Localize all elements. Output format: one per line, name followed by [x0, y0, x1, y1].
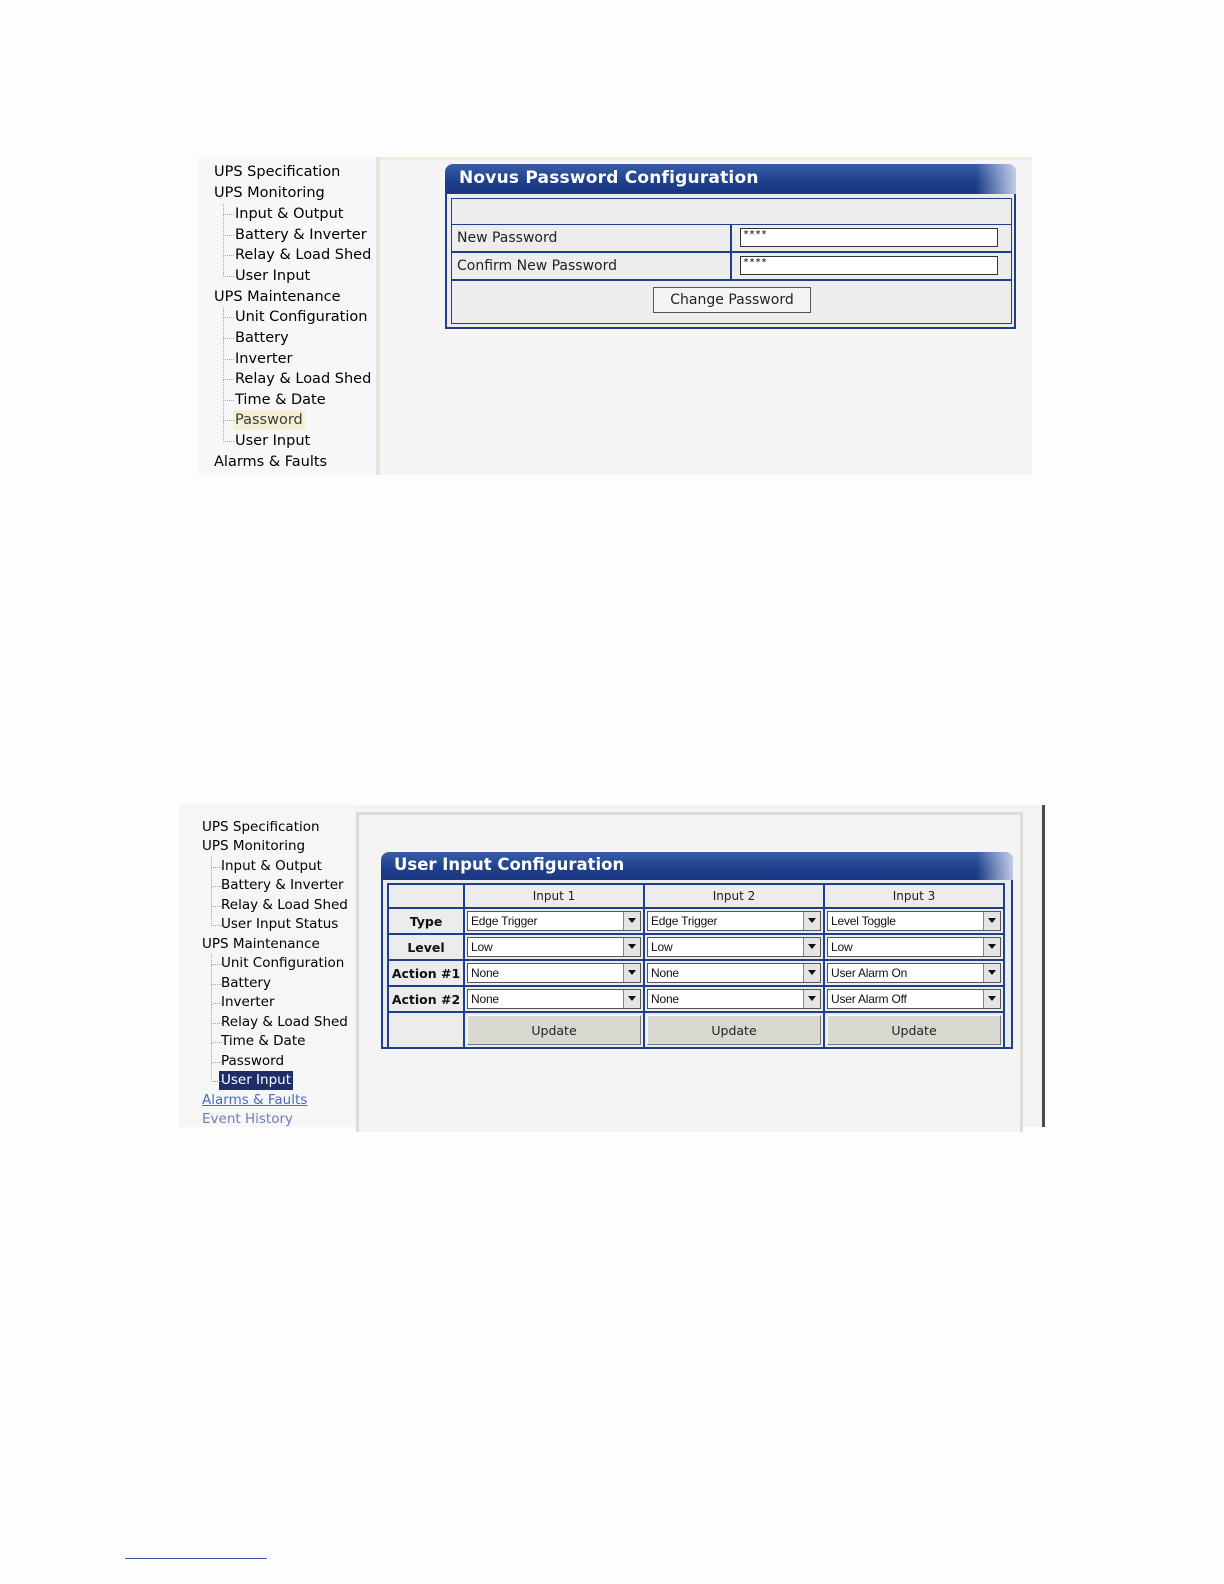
chevron-down-icon[interactable]	[623, 990, 640, 1008]
nav-relay-load-shed-maint[interactable]	[235, 369, 371, 389]
tree-connector	[223, 215, 234, 236]
frame-top-border	[380, 157, 1032, 160]
chevron-down-icon[interactable]	[983, 990, 1000, 1008]
nav-label: Battery	[235, 330, 289, 346]
select-value: User Alarm Off	[831, 992, 907, 1006]
select-value: Edge Trigger	[651, 914, 718, 928]
nav-label: Time & Date	[221, 1033, 306, 1049]
header-corner-shine	[976, 164, 1016, 194]
chevron-down-icon[interactable]	[623, 938, 640, 956]
input3-update-button[interactable]: Update	[827, 1015, 1001, 1045]
select-value: User Alarm On	[831, 966, 908, 980]
select-value: None	[471, 966, 499, 980]
nav-label: Relay & Load Shed	[235, 247, 372, 263]
nav-relay-load-shed-maint[interactable]	[221, 1013, 348, 1032]
nav-time-date[interactable]	[235, 390, 326, 410]
nav-label: Relay & Load Shed	[235, 371, 372, 387]
nav-label: Unit Configuration	[221, 955, 345, 971]
nav-user-input[interactable]	[235, 266, 310, 286]
sidebar-nav	[198, 157, 376, 475]
nav-input-output[interactable]	[221, 857, 322, 876]
select-cell	[644, 986, 824, 1012]
tree-connector	[211, 1062, 222, 1082]
select-value: None	[471, 992, 499, 1006]
nav-user-input-active[interactable]	[219, 1071, 293, 1090]
button-cell	[464, 1012, 644, 1048]
tree-connector	[211, 954, 222, 965]
tree-connector	[211, 1023, 222, 1043]
nav-ups-maintenance[interactable]: UPS Maintenance	[214, 289, 341, 305]
nav-label: Time & Date	[235, 392, 326, 408]
tree-connector	[211, 965, 222, 985]
select-cell	[644, 960, 824, 986]
tree-connector	[223, 400, 234, 421]
nav-label: Input & Output	[221, 858, 322, 874]
confirm-password-label-cell	[452, 253, 732, 279]
panel-body	[445, 194, 1016, 329]
nav-label: User Input	[235, 268, 311, 284]
nav-password[interactable]	[221, 1052, 284, 1071]
nav-password-active[interactable]	[233, 410, 305, 430]
panel-title: Novus Password Configuration	[459, 168, 759, 188]
row-label: Action #2	[388, 986, 464, 1012]
confirm-password-label: Confirm New Password	[457, 258, 618, 274]
select-cell	[464, 986, 644, 1012]
panel-header	[445, 164, 1016, 194]
chevron-down-icon[interactable]	[623, 912, 640, 930]
nav-battery[interactable]	[221, 974, 271, 993]
new-password-label-cell	[452, 225, 732, 251]
new-password-label: New Password	[457, 230, 558, 246]
input1-update-button[interactable]: Update	[467, 1015, 641, 1045]
nav-event-history[interactable]: Event History	[202, 1111, 293, 1127]
panel-body	[381, 880, 1013, 1049]
level-row	[388, 934, 1004, 960]
tree-connector	[223, 359, 234, 380]
nav-battery-inverter[interactable]	[221, 876, 344, 895]
tree-connector	[211, 984, 222, 1004]
column-header: Input 1	[464, 884, 644, 908]
button-cell	[824, 1012, 1004, 1048]
input3-level-select[interactable]	[827, 937, 1001, 957]
chevron-down-icon[interactable]	[803, 964, 820, 982]
select-value: Edge Trigger	[471, 914, 538, 928]
nav-inverter[interactable]	[221, 993, 275, 1012]
panel-title: User Input Configuration	[394, 855, 625, 874]
select-value: Level Toggle	[831, 914, 896, 928]
user-input-table	[387, 883, 1005, 1049]
select-cell	[644, 934, 824, 960]
footnote-rule	[125, 1558, 267, 1559]
nav-label: Relay & Load Shed	[221, 897, 348, 913]
input1-action2-select[interactable]	[467, 989, 641, 1009]
type-row	[388, 908, 1004, 934]
nav-relay-load-shed[interactable]	[235, 245, 371, 265]
tree-connector	[211, 1043, 222, 1063]
nav-label: Input & Output	[235, 206, 344, 222]
input3-action2-select[interactable]	[827, 989, 1001, 1009]
nav-alarms-faults[interactable]: Alarms & Faults	[202, 1092, 308, 1108]
input2-level-select[interactable]	[647, 937, 821, 957]
nav-label: Unit Configuration	[235, 309, 368, 325]
nav-label: Password	[235, 412, 303, 428]
new-password-row	[451, 224, 1012, 252]
tree-connector	[223, 380, 234, 401]
nav-user-input-maint[interactable]	[235, 431, 310, 451]
user-input-config-panel	[381, 852, 1013, 1051]
tree-connector	[223, 256, 234, 277]
select-value: Low	[831, 940, 853, 954]
input2-update-button[interactable]: Update	[647, 1015, 821, 1045]
tree-connector	[211, 867, 222, 887]
tree-connector	[211, 1004, 222, 1024]
input1-level-select[interactable]	[467, 937, 641, 957]
nav-battery-inverter[interactable]	[235, 225, 367, 245]
change-password-button[interactable]: Change Password	[653, 287, 811, 313]
nav-ups-specification[interactable]: UPS Specification	[202, 819, 320, 835]
select-value: None	[651, 992, 679, 1006]
nav-label: Battery & Inverter	[235, 227, 367, 243]
nav-battery[interactable]	[235, 328, 289, 348]
column-header: Input 3	[824, 884, 1004, 908]
chevron-down-icon[interactable]	[983, 964, 1000, 982]
tree-connector	[211, 887, 222, 907]
input3-action1-select[interactable]	[827, 963, 1001, 983]
tree-connector	[211, 906, 222, 926]
nav-ups-specification[interactable]: UPS Specification	[214, 164, 341, 180]
nav-relay-load-shed[interactable]	[221, 896, 348, 915]
confirm-password-field[interactable]: ****	[740, 256, 998, 275]
tree-connector	[223, 318, 234, 339]
nav-unit-configuration[interactable]	[221, 954, 344, 973]
select-value: None	[651, 966, 679, 980]
action2-row	[388, 986, 1004, 1012]
corner-cell	[388, 1012, 464, 1048]
select-cell	[824, 908, 1004, 934]
blank-header-row	[451, 198, 1012, 225]
select-cell	[644, 908, 824, 934]
chevron-down-icon[interactable]	[983, 912, 1000, 930]
chevron-down-icon[interactable]	[803, 912, 820, 930]
nav-label: Relay & Load Shed	[221, 1014, 348, 1030]
nav-label: Battery & Inverter	[221, 877, 344, 893]
nav-ups-monitoring[interactable]: UPS Monitoring	[214, 185, 325, 201]
chevron-down-icon[interactable]	[983, 938, 1000, 956]
input3-type-select[interactable]	[827, 911, 1001, 931]
tree-connector	[223, 307, 234, 318]
nav-time-date[interactable]	[221, 1032, 305, 1051]
tree-connector	[223, 421, 234, 442]
select-cell	[824, 934, 1004, 960]
row-label: Type	[388, 908, 464, 934]
update-row	[388, 1012, 1004, 1048]
tree-connector	[223, 235, 234, 256]
tree-connector	[223, 204, 234, 215]
nav-inverter[interactable]	[235, 349, 293, 369]
select-cell	[824, 960, 1004, 986]
button-cell	[644, 1012, 824, 1048]
select-value: Low	[651, 940, 673, 954]
tree-connector	[223, 339, 234, 360]
chevron-down-icon[interactable]	[803, 990, 820, 1008]
select-cell	[824, 986, 1004, 1012]
nav-label: User Input Status	[221, 916, 339, 932]
nav-user-input-status[interactable]	[221, 915, 338, 934]
input1-type-select[interactable]	[467, 911, 641, 931]
sidebar-nav	[179, 805, 355, 1127]
nav-label: Password	[221, 1053, 285, 1069]
corner-cell	[388, 884, 464, 908]
input2-action2-select[interactable]	[647, 989, 821, 1009]
nav-label: User Input	[221, 1072, 292, 1088]
select-cell	[464, 960, 644, 986]
sidebar-divider	[376, 157, 380, 475]
password-config-panel	[445, 164, 1016, 331]
table-header-row	[388, 884, 1004, 908]
input1-action1-select[interactable]	[467, 963, 641, 983]
confirm-password-row	[451, 252, 1012, 280]
input2-action1-select[interactable]	[647, 963, 821, 983]
select-value: Low	[471, 940, 493, 954]
panel-header	[381, 852, 1013, 880]
user-input-config-screenshot	[179, 805, 1045, 1127]
new-password-field[interactable]: ****	[740, 228, 998, 247]
chevron-down-icon[interactable]	[803, 938, 820, 956]
nav-label: Inverter	[221, 994, 275, 1010]
nav-ups-monitoring[interactable]: UPS Monitoring	[202, 838, 306, 854]
select-cell	[464, 908, 644, 934]
nav-ups-maintenance[interactable]: UPS Maintenance	[202, 936, 320, 952]
row-label: Level	[388, 934, 464, 960]
nav-input-output[interactable]	[235, 204, 343, 224]
input2-type-select[interactable]	[647, 911, 821, 931]
nav-label: Battery	[221, 975, 271, 991]
nav-label: User Input	[235, 433, 311, 449]
select-cell	[464, 934, 644, 960]
column-header: Input 2	[644, 884, 824, 908]
chevron-down-icon[interactable]	[623, 964, 640, 982]
action1-row	[388, 960, 1004, 986]
header-corner-shine	[977, 852, 1013, 880]
window-edge	[1042, 805, 1045, 1127]
nav-unit-configuration[interactable]	[235, 307, 367, 327]
password-config-screenshot	[198, 157, 1032, 475]
nav-alarms-faults[interactable]: Alarms & Faults	[214, 454, 328, 470]
nav-label: Inverter	[235, 351, 293, 367]
row-label: Action #1	[388, 960, 464, 986]
